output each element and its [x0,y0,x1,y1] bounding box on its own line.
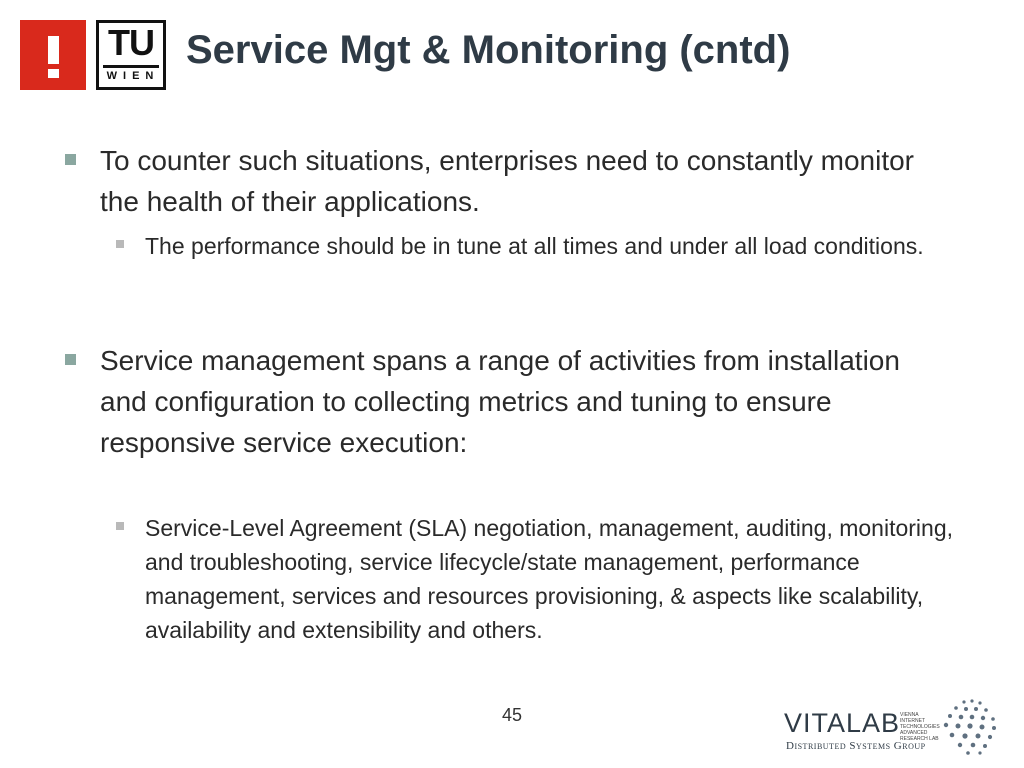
sub-bullet-text: Service-Level Agreement (SLA) negotiation, management, auditing, monitoring, and troubleshooting, service lifecycle/state management, performance management, services and resources provisioning, & aspects like scalability, availability and extensibility and others. [145,515,954,643]
tu-wien-logo [96,20,166,90]
dot-cluster-icon [934,696,1004,756]
sub-bullet-item [145,511,960,647]
exclamation-bar [48,36,59,64]
tu-logo-rule [103,65,159,68]
bullet-marker [65,154,76,165]
page-number: 45 [501,705,523,725]
bullet-text: Service management spans a range of activities from installation and configuration to collecting metrics and tuning to ensure responsive service execution: [100,345,900,458]
sub-bullet-marker [116,522,124,530]
sub-bullet-text: The performance should be in tune at all times and under all load conditions. [145,233,924,259]
sub-bullet-item [145,229,960,263]
vitalab-logo [784,706,1014,756]
bullet-item [100,340,930,463]
wien-logo-text: WIEN [106,70,160,82]
slide-title: Service Mgt & Monitoring (cntd) [186,28,791,72]
distributed-systems-group-label: Distributed Systems Group [786,740,926,752]
bullet-marker [65,354,76,365]
vitalab-wordmark: VITALAB [784,708,901,738]
tu-logo-text: TU [108,22,154,63]
vitalab-subtitle: VIENNA INTERNET TECHNOLOGIES ADVANCED RESEARCH LAB [900,712,940,742]
exclamation-dot [48,69,59,78]
sub-bullet-marker [116,240,124,248]
bullet-text: To counter such situations, enterprises need to constantly monitor the health of their applications. [100,145,914,217]
bullet-item [100,140,930,222]
exclamation-logo [20,20,86,90]
